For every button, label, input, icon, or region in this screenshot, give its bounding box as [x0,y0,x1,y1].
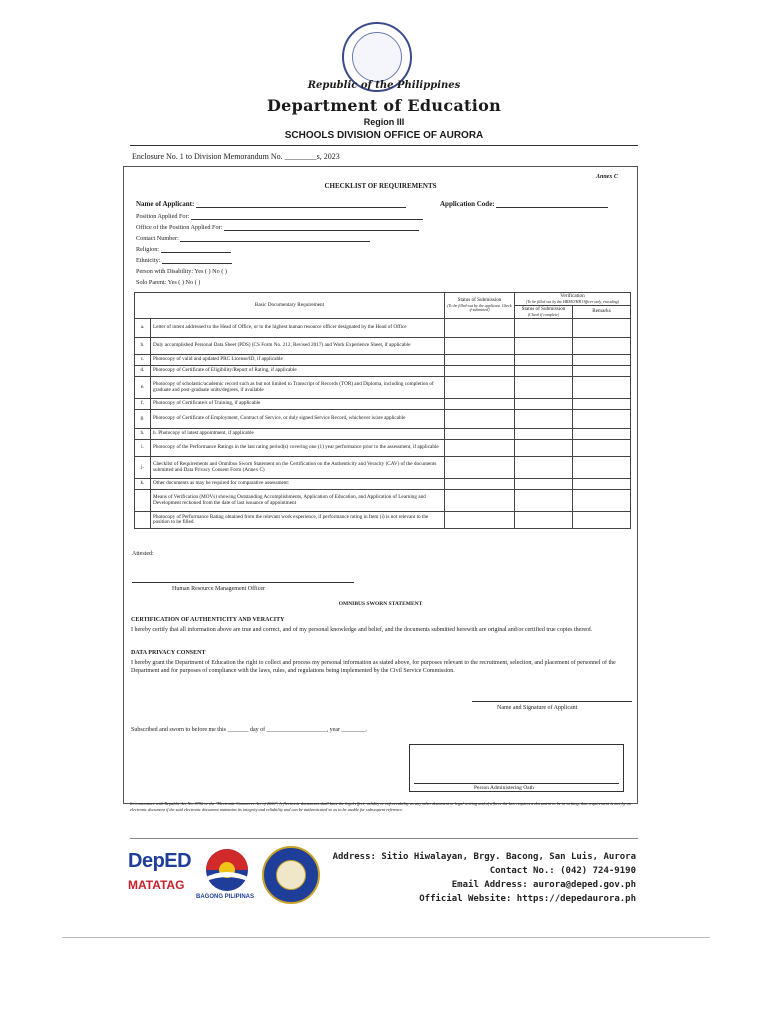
applicant-name-label: Name of Applicant: [136,200,195,208]
header-basic: Basic Documentary Requirement [135,293,445,319]
verify-cell[interactable] [515,319,573,338]
status-cell[interactable] [445,410,515,429]
position-label: Position Applied For: [136,213,190,220]
religion-label: Religion: [136,246,160,253]
verify-cell[interactable] [515,377,573,399]
requirements-table [134,292,631,529]
religion-line [161,246,231,253]
footer-address: Address: Sitio Hiwalayan, Brgy. Bacong, San Luis, Aurora [332,852,636,862]
table-row: b. Duly accomplished Personal Data Sheet (PDS) (CS Form No. 212, Revised 2017) and Work Experience Sheet, if applicable [135,338,631,355]
table-row: h. h. Photocopy of latest appointment, if applicable [135,429,631,440]
status-cell[interactable] [445,429,515,440]
status-cell[interactable] [445,338,515,355]
sdo-aurora-seal-inner-icon [276,860,306,890]
verify-cell[interactable] [515,338,573,355]
privacy-title: DATA PRIVACY CONSENT [131,650,206,656]
remarks-cell[interactable] [573,377,631,399]
application-code-line [496,201,608,208]
republic-heading: Republic of the Philippines [307,80,461,91]
table-row: Means of Verification (MOVs) showing Outstanding Accomplishments, Application of Education, and Application of Learning and Development reckoned from the date of last issuance of appointment [135,490,631,512]
header-remarks: Remarks [573,306,631,319]
hrmo-label: Human Resource Management Officer [172,586,266,592]
table-row: c. Photocopy of valid and updated PRC License/ID, if applicable [135,355,631,366]
table-row: e. Photocopy of scholastic/academic record such as but not limited to Transcript of Records (TOR) and Diploma, including completion of graduate and post-graduate units/degrees, if available [135,377,631,399]
verify-cell[interactable] [515,366,573,377]
footer-contact: Contact No.: (042) 724-9190 [489,866,636,876]
table-row: i. Photocopy of the Performance Ratings in the last rating period(s) covering one (1) year performance prior to the assessment, if applicable [135,440,631,457]
hrmo-signature-line[interactable] [132,582,354,583]
applicant-signature-line[interactable] [472,701,632,702]
ethnicity-field[interactable] [136,257,232,264]
table-row: j. Checklist of Requirements and Omnibus Sworn Statement on the Certification on the Authenticity and Veracity (CAV) of the documents submitted and Data Privacy Consent Form (Annex C) [135,457,631,479]
oath-label: Person Administering Oath [474,785,534,791]
header-status2: Status of Submission (Check if complete) [515,306,573,319]
table-row: Photocopy of Performance Rating obtained from the relevant work experience, if performance rating in Item (i) is not relevant to the position to be filled [135,512,631,529]
attested-label: Attested: [132,551,154,557]
region-heading: Region III [363,117,405,127]
bagong-pilipinas-label: BAGONG PILIPINAS [196,894,255,900]
status-cell[interactable] [445,479,515,490]
status-cell[interactable] [445,366,515,377]
ethnicity-label: Ethnicity: [136,257,161,264]
annex-label: Annex C [596,174,618,180]
remarks-cell[interactable] [573,366,631,377]
status-cell[interactable] [445,490,515,512]
verify-cell[interactable] [515,429,573,440]
page-bottom-divider [62,937,710,938]
table-row: d. Photocopy of Certificate of Eligibility/Report of Rating, if applicable [135,366,631,377]
remarks-cell[interactable] [573,512,631,529]
remarks-cell[interactable] [573,410,631,429]
ethnicity-line [162,257,232,264]
bagong-pilipinas-logo-icon [200,848,254,892]
remarks-cell[interactable] [573,338,631,355]
remarks-cell[interactable] [573,319,631,338]
table-row: a. Letter of intent addressed to the Head of Office, or to the highest human resource officer designated by the Head of Office [135,319,631,338]
remarks-cell[interactable] [573,457,631,479]
status-cell[interactable] [445,440,515,457]
omnibus-title: OMNIBUS SWORN STATEMENT [338,601,423,607]
matatag-logo: MATATAG [128,878,185,892]
religion-field[interactable] [136,246,231,253]
verify-cell[interactable] [515,399,573,410]
header-divider [130,145,638,146]
footer-website[interactable]: Official Website: https://depedaurora.ph [419,894,636,904]
table-row: k. Other documents as may be required for comparative assessment: [135,479,631,490]
remarks-cell[interactable] [573,490,631,512]
remarks-cell[interactable] [573,355,631,366]
remarks-cell[interactable] [573,429,631,440]
application-code-field[interactable] [440,200,608,208]
contact-line [180,235,370,242]
contact-field[interactable] [136,235,370,242]
deped-seal-inner-icon [352,32,402,82]
verify-cell[interactable] [515,457,573,479]
remarks-cell[interactable] [573,399,631,410]
subscribed-text: Subscribed and sworn to before me this _______ day of ____________________, year ________. [131,727,367,733]
status-cell[interactable] [445,399,515,410]
table-row: g. Photocopy of Certificate of Employment, Contract of Service, or duly signed Service Record, whichever is/are applicable [135,410,631,429]
verify-cell[interactable] [515,355,573,366]
status-cell[interactable] [445,377,515,399]
status-cell[interactable] [445,512,515,529]
verify-cell[interactable] [515,490,573,512]
enclosure-line: Enclosure No. 1 to Division Memorandum No. ________s, 2023 [132,152,340,161]
privacy-text: I hereby grant the Department of Education the right to collect and process my personal information as stated above, for purposes relevant to the recruitment, selection, and placement of personnel of the Department and for purposes of compliance with the laws, rules, and regulations being implemented by the Civil Service Commission. [131,660,616,675]
verify-cell[interactable] [515,479,573,490]
footnote: In consonance with Republic Act No. 8792 or the "Electronic Commerce Act of 2000", [e]lectronic documents shall have the legal effect, validity or enforceability as any other document or legal writing and a[w]here the law requires a document to be in writing, that requirement is met by an electronic document if the said electronic document maintains its integrity and reliability and can be authenticated so as to be usable for subsequent reference. [130,801,631,812]
contact-label: Contact Number: [136,235,179,242]
remarks-cell[interactable] [573,440,631,457]
pwd-field[interactable]: Person with Disability: Yes ( ) No ( ) [136,268,227,275]
status-cell[interactable] [445,319,515,338]
deped-logo: DepED [128,850,192,872]
applicant-signature-label: Name and Signature of Applicant [497,705,578,711]
applicant-name-line [196,201,406,208]
footer-email[interactable]: Email Address: aurora@deped.gov.ph [451,880,636,890]
office-position-label: Office of the Position Applied For: [136,224,223,231]
verify-cell[interactable] [515,512,573,529]
status-cell[interactable] [445,355,515,366]
office-heading: SCHOOLS DIVISION OFFICE OF AURORA [284,130,484,141]
remarks-cell[interactable] [573,479,631,490]
office-position-line [224,224,419,231]
verify-cell[interactable] [515,410,573,429]
solo-parent-field[interactable]: Solo Parent: Yes ( ) No ( ) [136,279,201,286]
applicant-name-field[interactable] [136,200,406,208]
cert-title: CERTIFICATION OF AUTHENTICITY AND VERACITY [131,617,285,623]
department-heading: Department of Education [266,96,502,115]
header-verification: Verification (To be filled out by the HRMO/HR Officer only, encoding) [515,293,631,306]
application-code-label: Application Code: [440,200,495,208]
header-status: Status of Submission (To be filled-out by the applicant. Check if submitted) [445,293,515,319]
office-position-field[interactable] [136,224,419,231]
status-cell[interactable] [445,457,515,479]
table-row: f. Photocopy of Certificate/s of Training, if applicable [135,399,631,410]
oath-line [414,783,619,784]
cert-text: I hereby certify that all information above are true and correct, and of my personal knowledge and belief, and the documents submitted herewith are original and/or certified true copies thereof. [131,627,593,633]
position-line [191,213,423,220]
footer-divider [130,838,638,839]
form-title: CHECKLIST OF REQUIREMENTS [324,182,437,190]
position-field[interactable] [136,213,423,220]
verify-cell[interactable] [515,440,573,457]
